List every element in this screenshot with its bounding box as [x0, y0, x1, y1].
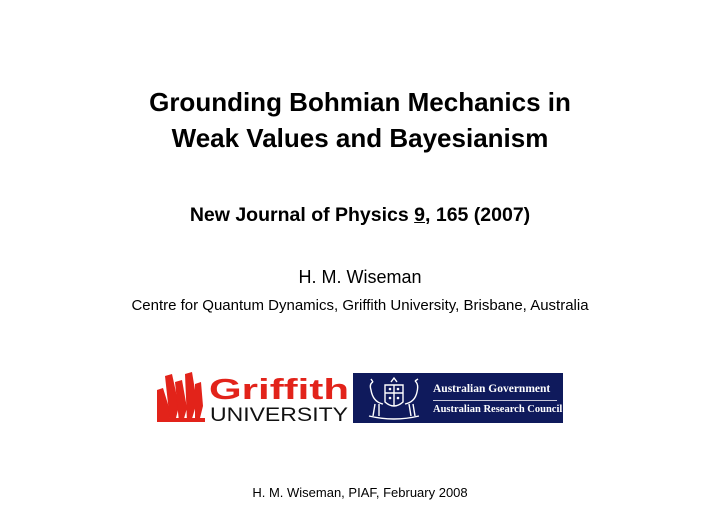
slide-title — [0, 84, 720, 156]
griffith-flame-icon — [157, 372, 205, 422]
title-line-2: Weak Values and Bayesianism — [171, 123, 549, 153]
title-line-1: Grounding Bohmian Mechanics in — [149, 87, 571, 117]
university-wordmark: UNIVERSITY — [210, 405, 349, 424]
journal-pages-year: , 165 (2007) — [425, 204, 531, 226]
griffith-wordmark: Griffith — [209, 374, 349, 406]
author-name: H. M. Wiseman — [298, 267, 422, 287]
coat-of-arms-icon — [361, 376, 427, 420]
australian-government-label: Australian Government — [433, 383, 551, 395]
logo-divider — [433, 400, 557, 401]
journal-name: New Journal of Physics — [189, 204, 415, 226]
slide-footer: H. M. Wiseman, PIAF, February 2008 — [252, 485, 468, 500]
journal-volume: 9 — [414, 204, 426, 226]
griffith-university-logo — [155, 372, 351, 424]
author-affiliation: Centre for Quantum Dynamics, Griffith University, Brisbane, Australia — [131, 297, 589, 314]
journal-citation — [0, 202, 720, 228]
australian-research-council-label: Australian Research Council — [433, 404, 563, 415]
australian-government-arc-logo — [353, 373, 563, 423]
